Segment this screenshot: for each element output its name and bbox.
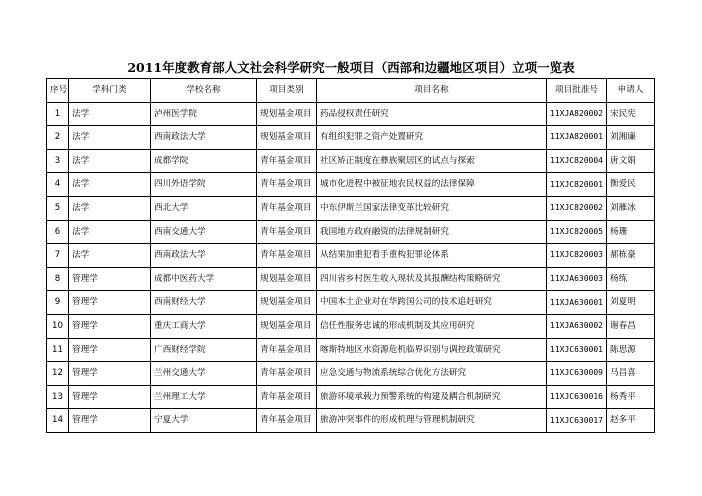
cell-school: 西南财经大学 <box>151 291 257 315</box>
cell-discipline: 管理学 <box>69 409 151 433</box>
cell-applicant: 赵多平 <box>607 409 655 433</box>
cell-index: 3 <box>47 149 69 173</box>
cell-approval-number: 11XJC820002 <box>547 196 607 220</box>
cell-project-name: 中东伊斯兰国家法律变革比较研究 <box>317 196 547 220</box>
cell-applicant: 陈思源 <box>607 338 655 362</box>
cell-category: 规划基金项目 <box>257 314 317 338</box>
cell-approval-number: 11XJA630001 <box>547 291 607 315</box>
table-row <box>47 267 655 291</box>
cell-applicant: 刘湘廉 <box>607 126 655 150</box>
cell-project-name: 药品侵权责任研究 <box>317 102 547 126</box>
cell-applicant: 杨珊 <box>607 220 655 244</box>
cell-category: 规划基金项目 <box>257 267 317 291</box>
header-discipline: 学科门类 <box>69 79 151 103</box>
cell-school: 成都中医药大学 <box>151 267 257 291</box>
table-header-row <box>47 79 655 103</box>
cell-discipline: 法学 <box>69 196 151 220</box>
cell-applicant: 宋民宪 <box>607 102 655 126</box>
cell-school: 西南交通大学 <box>151 220 257 244</box>
cell-discipline: 管理学 <box>69 385 151 409</box>
cell-approval-number: 11XJC820001 <box>547 173 607 197</box>
table-row <box>47 220 655 244</box>
cell-project-name: 旅游环境承载力预警系统的构建及耦合机制研究 <box>317 385 547 409</box>
cell-index: 5 <box>47 196 69 220</box>
table-row <box>47 244 655 268</box>
table-row <box>47 338 655 362</box>
cell-school: 西南政法大学 <box>151 244 257 268</box>
cell-school: 西南政法大学 <box>151 126 257 150</box>
cell-category: 规划基金项目 <box>257 126 317 150</box>
cell-discipline: 管理学 <box>69 314 151 338</box>
table-row <box>47 196 655 220</box>
cell-applicant: 杨练 <box>607 267 655 291</box>
cell-category: 青年基金项目 <box>257 196 317 220</box>
cell-discipline: 法学 <box>69 244 151 268</box>
cell-applicant: 谢春昌 <box>607 314 655 338</box>
table-row <box>47 362 655 386</box>
cell-approval-number: 11XJA630002 <box>547 314 607 338</box>
cell-approval-number: 11XJC630016 <box>547 385 607 409</box>
header-school: 学校名称 <box>151 79 257 103</box>
cell-school: 四川外语学院 <box>151 173 257 197</box>
cell-approval-number: 11XJA630003 <box>547 267 607 291</box>
cell-school: 兰州理工大学 <box>151 385 257 409</box>
cell-index: 1 <box>47 102 69 126</box>
cell-applicant: 郝栋豪 <box>607 244 655 268</box>
table-row <box>47 126 655 150</box>
cell-approval-number: 11XJC820003 <box>547 244 607 268</box>
cell-discipline: 管理学 <box>69 338 151 362</box>
cell-project-name: 旅游冲突事件的形成机理与管理机制研究 <box>317 409 547 433</box>
cell-applicant: 杨秀平 <box>607 385 655 409</box>
cell-applicant: 刘夏明 <box>607 291 655 315</box>
cell-index: 2 <box>47 126 69 150</box>
cell-discipline: 法学 <box>69 149 151 173</box>
cell-index: 7 <box>47 244 69 268</box>
table-row <box>47 314 655 338</box>
cell-project-name: 四川省乡村医生收入现状及其报酬结构策略研究 <box>317 267 547 291</box>
cell-category: 青年基金项目 <box>257 149 317 173</box>
cell-project-name: 从结果加重犯看手重构犯罪论体系 <box>317 244 547 268</box>
project-table <box>46 78 655 433</box>
cell-index: 12 <box>47 362 69 386</box>
cell-discipline: 法学 <box>69 102 151 126</box>
header-approval-number: 项目批准号 <box>547 79 607 103</box>
cell-category: 规划基金项目 <box>257 102 317 126</box>
cell-approval-number: 11XJA820002 <box>547 102 607 126</box>
cell-project-name: 应急交通与物流系统综合优化方法研究 <box>317 362 547 386</box>
table-row <box>47 149 655 173</box>
header-index: 序号 <box>47 79 69 103</box>
cell-category: 青年基金项目 <box>257 385 317 409</box>
cell-project-name: 城市化进程中被征地农民权益的法律保障 <box>317 173 547 197</box>
cell-project-name: 喀斯特地区水资源危机临界识别与调控政策研究 <box>317 338 547 362</box>
cell-index: 9 <box>47 291 69 315</box>
cell-category: 青年基金项目 <box>257 173 317 197</box>
cell-school: 兰州交通大学 <box>151 362 257 386</box>
cell-category: 规划基金项目 <box>257 291 317 315</box>
cell-applicant: 衡爱民 <box>607 173 655 197</box>
cell-discipline: 法学 <box>69 126 151 150</box>
cell-discipline: 管理学 <box>69 362 151 386</box>
table-row <box>47 409 655 433</box>
cell-index: 6 <box>47 220 69 244</box>
cell-project-name: 信任性服务忠诚的形成机制及其应用研究 <box>317 314 547 338</box>
cell-approval-number: 11XJC820005 <box>547 220 607 244</box>
cell-category: 青年基金项目 <box>257 409 317 433</box>
cell-approval-number: 11XJC630017 <box>547 409 607 433</box>
cell-index: 14 <box>47 409 69 433</box>
cell-applicant: 马昌喜 <box>607 362 655 386</box>
cell-index: 11 <box>47 338 69 362</box>
cell-category: 青年基金项目 <box>257 338 317 362</box>
cell-school: 宁夏大学 <box>151 409 257 433</box>
cell-category: 青年基金项目 <box>257 362 317 386</box>
document-title: 2011年度教育部人文社会科学研究一般项目（西部和边疆地区项目）立项一览表 <box>127 60 575 75</box>
cell-project-name: 我国地方政府融资的法律规制研究 <box>317 220 547 244</box>
cell-project-name: 社区矫正制度在彝族聚居区的试点与探索 <box>317 149 547 173</box>
header-category: 项目类别 <box>257 79 317 103</box>
table-row <box>47 291 655 315</box>
cell-category: 青年基金项目 <box>257 220 317 244</box>
cell-school: 成都学院 <box>151 149 257 173</box>
cell-discipline: 法学 <box>69 220 151 244</box>
table-row <box>47 102 655 126</box>
table-row <box>47 385 655 409</box>
cell-index: 10 <box>47 314 69 338</box>
cell-approval-number: 11XJA820001 <box>547 126 607 150</box>
cell-index: 8 <box>47 267 69 291</box>
cell-school: 西北大学 <box>151 196 257 220</box>
cell-project-name: 中国本土企业对在华跨国公司的技术追赶研究 <box>317 291 547 315</box>
cell-approval-number: 11XJC630009 <box>547 362 607 386</box>
cell-index: 13 <box>47 385 69 409</box>
cell-project-name: 有组织犯罪之资产处置研究 <box>317 126 547 150</box>
cell-approval-number: 11XJC630001 <box>547 338 607 362</box>
cell-applicant: 唐文娟 <box>607 149 655 173</box>
header-project-name: 项目名称 <box>317 79 547 103</box>
cell-discipline: 管理学 <box>69 291 151 315</box>
table-row <box>47 173 655 197</box>
cell-discipline: 管理学 <box>69 267 151 291</box>
cell-school: 泸州医学院 <box>151 102 257 126</box>
cell-index: 4 <box>47 173 69 197</box>
cell-approval-number: 11XJC820004 <box>547 149 607 173</box>
cell-school: 广西财经学院 <box>151 338 257 362</box>
header-applicant: 申请人 <box>607 79 655 103</box>
cell-applicant: 刘雁冰 <box>607 196 655 220</box>
cell-category: 青年基金项目 <box>257 244 317 268</box>
cell-school: 重庆工商大学 <box>151 314 257 338</box>
cell-discipline: 法学 <box>69 173 151 197</box>
